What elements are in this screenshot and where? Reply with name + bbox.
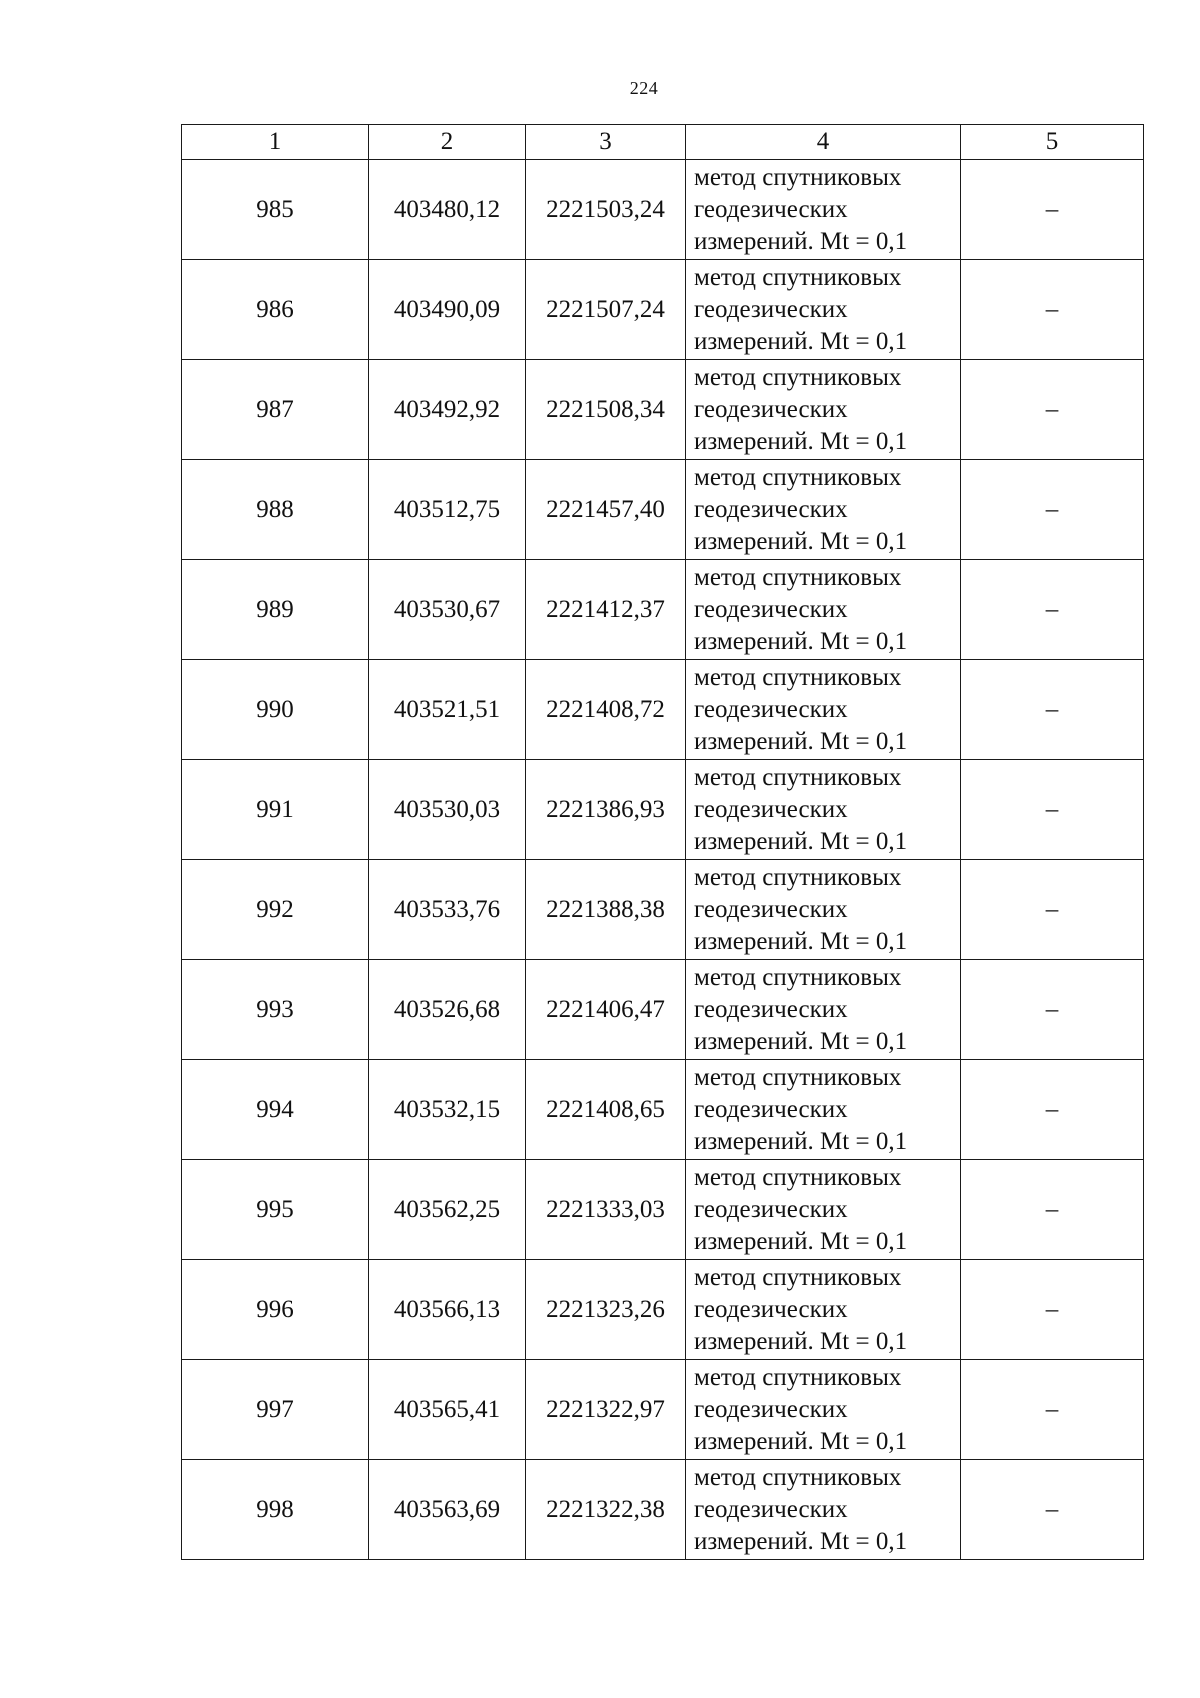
table-row [182, 260, 1144, 360]
method-line: метод спутниковых [694, 263, 902, 291]
method-line: метод спутниковых [694, 163, 902, 191]
method-line: измерений. Mt = 0,1 [694, 227, 908, 255]
method-cell [686, 1460, 961, 1560]
point-number-cell: 996 [182, 1260, 369, 1360]
note-cell: – [961, 360, 1144, 460]
column-header-1: 1 [182, 125, 369, 160]
note-cell: – [961, 1360, 1144, 1460]
note-cell: – [961, 1060, 1144, 1160]
method-line: метод спутниковых [694, 663, 902, 691]
y-coordinate-cell: 2221457,40 [526, 460, 686, 560]
column-header-2: 2 [369, 125, 526, 160]
note-cell: – [961, 260, 1144, 360]
method-line: метод спутниковых [694, 1463, 902, 1491]
x-coordinate-cell: 403566,13 [369, 1260, 526, 1360]
x-coordinate-cell: 403562,25 [369, 1160, 526, 1260]
point-number-cell: 995 [182, 1160, 369, 1260]
method-line: геодезических [694, 395, 848, 423]
y-coordinate-cell: 2221322,38 [526, 1460, 686, 1560]
point-number-cell: 998 [182, 1460, 369, 1560]
x-coordinate-cell: 403490,09 [369, 260, 526, 360]
method-cell [686, 660, 961, 760]
method-line: геодезических [694, 1395, 848, 1423]
method-line: измерений. Mt = 0,1 [694, 627, 908, 655]
table-row [182, 860, 1144, 960]
table-row [182, 560, 1144, 660]
method-line: измерений. Mt = 0,1 [694, 527, 908, 555]
x-coordinate-cell: 403480,12 [369, 160, 526, 260]
table-row [182, 1460, 1144, 1560]
y-coordinate-cell: 2221333,03 [526, 1160, 686, 1260]
method-line: геодезических [694, 1495, 848, 1523]
x-coordinate-cell: 403533,76 [369, 860, 526, 960]
table-row [182, 460, 1144, 560]
method-cell [686, 1060, 961, 1160]
method-line: измерений. Mt = 0,1 [694, 827, 908, 855]
method-line: измерений. Mt = 0,1 [694, 327, 908, 355]
method-line: геодезических [694, 1095, 848, 1123]
y-coordinate-cell: 2221323,26 [526, 1260, 686, 1360]
table-row [182, 1260, 1144, 1360]
method-line: измерений. Mt = 0,1 [694, 1227, 908, 1255]
method-line: измерений. Mt = 0,1 [694, 927, 908, 955]
point-number-cell: 993 [182, 960, 369, 1060]
point-number-cell: 988 [182, 460, 369, 560]
header-row [182, 125, 1144, 160]
point-number-cell: 991 [182, 760, 369, 860]
method-line: метод спутниковых [694, 463, 902, 491]
method-line: измерений. Mt = 0,1 [694, 1427, 908, 1455]
y-coordinate-cell: 2221388,38 [526, 860, 686, 960]
note-cell: – [961, 460, 1144, 560]
note-cell: – [961, 960, 1144, 1060]
method-line: измерений. Mt = 0,1 [694, 1327, 908, 1355]
y-coordinate-cell: 2221507,24 [526, 260, 686, 360]
page-number: 224 [629, 78, 659, 98]
method-line: геодезических [694, 595, 848, 623]
table-row [182, 760, 1144, 860]
method-line: геодезических [694, 695, 848, 723]
y-coordinate-cell: 2221408,72 [526, 660, 686, 760]
method-line: геодезических [694, 795, 848, 823]
y-coordinate-cell: 2221503,24 [526, 160, 686, 260]
method-cell [686, 160, 961, 260]
table-row [182, 1360, 1144, 1460]
method-cell [686, 460, 961, 560]
method-line: геодезических [694, 895, 848, 923]
y-coordinate-cell: 2221322,97 [526, 1360, 686, 1460]
point-number-cell: 989 [182, 560, 369, 660]
x-coordinate-cell: 403563,69 [369, 1460, 526, 1560]
method-cell [686, 360, 961, 460]
x-coordinate-cell: 403530,03 [369, 760, 526, 860]
point-number-cell: 994 [182, 1060, 369, 1160]
y-coordinate-cell: 2221508,34 [526, 360, 686, 460]
method-line: измерений. Mt = 0,1 [694, 1527, 908, 1555]
method-cell [686, 860, 961, 960]
y-coordinate-cell: 2221386,93 [526, 760, 686, 860]
x-coordinate-cell: 403526,68 [369, 960, 526, 1060]
method-cell [686, 560, 961, 660]
method-line: метод спутниковых [694, 1263, 902, 1291]
method-line: метод спутниковых [694, 763, 902, 791]
x-coordinate-cell: 403521,51 [369, 660, 526, 760]
x-coordinate-cell: 403532,15 [369, 1060, 526, 1160]
note-cell: – [961, 1260, 1144, 1360]
method-line: метод спутниковых [694, 363, 902, 391]
method-cell [686, 760, 961, 860]
column-header-3: 3 [526, 125, 686, 160]
column-header-5: 5 [961, 125, 1144, 160]
method-line: геодезических [694, 1295, 848, 1323]
method-line: геодезических [694, 1195, 848, 1223]
x-coordinate-cell: 403492,92 [369, 360, 526, 460]
table-row [182, 160, 1144, 260]
point-number-cell: 992 [182, 860, 369, 960]
point-number-cell: 987 [182, 360, 369, 460]
table-row [182, 360, 1144, 460]
method-cell [686, 1160, 961, 1260]
note-cell: – [961, 760, 1144, 860]
method-cell [686, 1260, 961, 1360]
method-line: измерений. Mt = 0,1 [694, 427, 908, 455]
x-coordinate-cell: 403512,75 [369, 460, 526, 560]
note-cell: – [961, 160, 1144, 260]
method-line: геодезических [694, 495, 848, 523]
y-coordinate-cell: 2221408,65 [526, 1060, 686, 1160]
coordinates-table [181, 124, 1144, 1560]
note-cell: – [961, 660, 1144, 760]
table-row [182, 660, 1144, 760]
method-line: геодезических [694, 195, 848, 223]
x-coordinate-cell: 403530,67 [369, 560, 526, 660]
table-row [182, 1060, 1144, 1160]
table-body [182, 160, 1144, 1560]
table-row [182, 1160, 1144, 1260]
x-coordinate-cell: 403565,41 [369, 1360, 526, 1460]
method-line: геодезических [694, 295, 848, 323]
point-number-cell: 986 [182, 260, 369, 360]
point-number-cell: 990 [182, 660, 369, 760]
method-line: измерений. Mt = 0,1 [694, 1127, 908, 1155]
point-number-cell: 997 [182, 1360, 369, 1460]
table-header [182, 125, 1144, 160]
table-row [182, 960, 1144, 1060]
note-cell: – [961, 860, 1144, 960]
method-cell [686, 960, 961, 1060]
method-line: измерений. Mt = 0,1 [694, 1027, 908, 1055]
method-line: метод спутниковых [694, 563, 902, 591]
method-line: метод спутниковых [694, 963, 902, 991]
note-cell: – [961, 1160, 1144, 1260]
method-cell [686, 1360, 961, 1460]
note-cell: – [961, 560, 1144, 660]
method-line: геодезических [694, 995, 848, 1023]
method-line: метод спутниковых [694, 1063, 902, 1091]
method-line: метод спутниковых [694, 863, 902, 891]
point-number-cell: 985 [182, 160, 369, 260]
note-cell: – [961, 1460, 1144, 1560]
column-header-4: 4 [686, 125, 961, 160]
y-coordinate-cell: 2221412,37 [526, 560, 686, 660]
method-cell [686, 260, 961, 360]
method-line: метод спутниковых [694, 1163, 902, 1191]
method-line: метод спутниковых [694, 1363, 902, 1391]
y-coordinate-cell: 2221406,47 [526, 960, 686, 1060]
method-line: измерений. Mt = 0,1 [694, 727, 908, 755]
